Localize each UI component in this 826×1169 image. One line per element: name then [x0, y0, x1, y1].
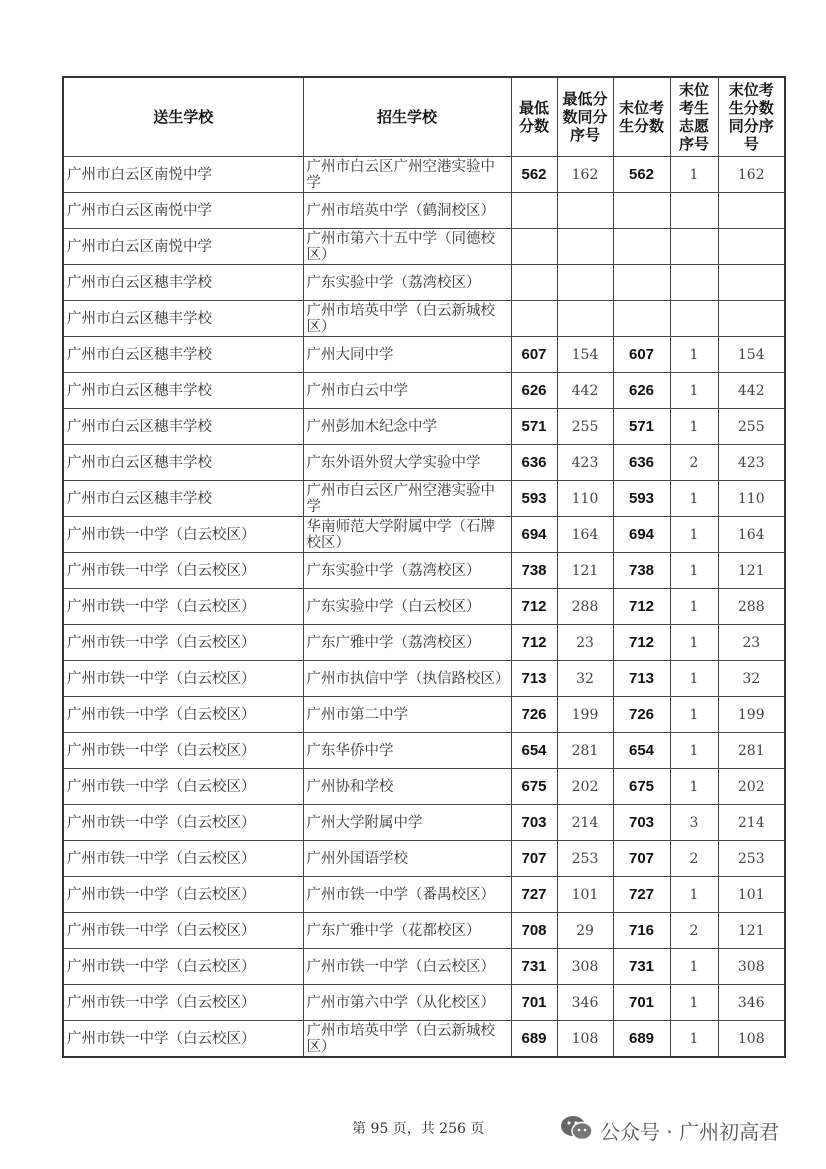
cell-sending-school: 广州市白云区南悦中学 — [63, 193, 303, 229]
cell-last-score-rank — [718, 229, 785, 265]
cell-receiving-school: 广州市培英中学（白云新城校区） — [303, 1021, 511, 1058]
cell-sending-school: 广州市白云区穗丰学校 — [63, 409, 303, 445]
cell-receiving-school: 广东外语外贸大学实验中学 — [303, 445, 511, 481]
cell-min-score-rank: 164 — [557, 517, 613, 553]
cell-last-score: 626 — [613, 373, 670, 409]
cell-last-choice-no: 1 — [670, 157, 718, 193]
cell-min-score: 712 — [511, 589, 557, 625]
cell-min-score: 713 — [511, 661, 557, 697]
cell-last-choice-no: 2 — [670, 445, 718, 481]
header-last-score: 末位考生分数 — [613, 77, 670, 157]
cell-receiving-school: 广州市第六中学（从化校区） — [303, 985, 511, 1021]
cell-sending-school: 广州市白云区南悦中学 — [63, 229, 303, 265]
wechat-icon — [560, 1115, 594, 1146]
cell-last-choice-no: 1 — [670, 589, 718, 625]
cell-last-score: 654 — [613, 733, 670, 769]
cell-min-score-rank: 23 — [557, 625, 613, 661]
cell-sending-school: 广州市铁一中学（白云校区） — [63, 1021, 303, 1058]
cell-receiving-school: 广东广雅中学（荔湾校区） — [303, 625, 511, 661]
cell-min-score-rank: 253 — [557, 841, 613, 877]
cell-receiving-school: 广州市第二中学 — [303, 697, 511, 733]
cell-last-score: 716 — [613, 913, 670, 949]
cell-last-score — [613, 229, 670, 265]
cell-last-choice-no — [670, 193, 718, 229]
cell-sending-school: 广州市铁一中学（白云校区） — [63, 841, 303, 877]
header-receiving-school: 招生学校 — [303, 77, 511, 157]
cell-last-choice-no: 1 — [670, 625, 718, 661]
cell-receiving-school: 广州协和学校 — [303, 769, 511, 805]
watermark — [560, 1115, 779, 1146]
cell-receiving-school: 广东实验中学（荔湾校区） — [303, 265, 511, 301]
cell-last-score: 636 — [613, 445, 670, 481]
cell-sending-school: 广州市铁一中学（白云校区） — [63, 517, 303, 553]
cell-sending-school: 广州市铁一中学（白云校区） — [63, 769, 303, 805]
table-row — [63, 517, 785, 553]
cell-min-score-rank: 32 — [557, 661, 613, 697]
cell-last-score-rank: 202 — [718, 769, 785, 805]
cell-min-score-rank: 346 — [557, 985, 613, 1021]
cell-min-score-rank: 101 — [557, 877, 613, 913]
header-last-choice-no: 末位考生志愿序号 — [670, 77, 718, 157]
cell-last-score-rank — [718, 193, 785, 229]
cell-last-score-rank — [718, 301, 785, 337]
table-row — [63, 589, 785, 625]
cell-receiving-school: 广东华侨中学 — [303, 733, 511, 769]
cell-last-score: 689 — [613, 1021, 670, 1058]
table-row — [63, 1021, 785, 1058]
cell-min-score-rank: 162 — [557, 157, 613, 193]
cell-receiving-school: 广州大学附属中学 — [303, 805, 511, 841]
cell-last-choice-no: 1 — [670, 517, 718, 553]
cell-last-choice-no — [670, 265, 718, 301]
cell-receiving-school: 广州市铁一中学（番禺校区） — [303, 877, 511, 913]
cell-receiving-school: 广州市白云中学 — [303, 373, 511, 409]
cell-min-score-rank: 202 — [557, 769, 613, 805]
cell-last-choice-no: 2 — [670, 841, 718, 877]
cell-min-score-rank: 214 — [557, 805, 613, 841]
cell-min-score-rank: 110 — [557, 481, 613, 517]
header-min-score-rank: 最低分数同分序号 — [557, 77, 613, 157]
cell-min-score — [511, 265, 557, 301]
cell-sending-school: 广州市铁一中学（白云校区） — [63, 913, 303, 949]
cell-last-choice-no: 1 — [670, 985, 718, 1021]
cell-last-score: 727 — [613, 877, 670, 913]
cell-last-score: 593 — [613, 481, 670, 517]
page-number: 第 95 页，共 256 页 — [352, 1121, 485, 1137]
cell-min-score-rank: 154 — [557, 337, 613, 373]
table-row — [63, 337, 785, 373]
cell-receiving-school: 广州市执信中学（执信路校区） — [303, 661, 511, 697]
cell-receiving-school: 华南师范大学附属中学（石牌校区） — [303, 517, 511, 553]
cell-last-score-rank: 101 — [718, 877, 785, 913]
cell-last-choice-no: 1 — [670, 949, 718, 985]
table-row — [63, 913, 785, 949]
table-row — [63, 301, 785, 337]
cell-last-choice-no: 1 — [670, 769, 718, 805]
cell-last-choice-no: 1 — [670, 337, 718, 373]
cell-last-choice-no: 1 — [670, 481, 718, 517]
cell-min-score — [511, 301, 557, 337]
cell-last-score-rank: 281 — [718, 733, 785, 769]
cell-last-choice-no: 1 — [670, 877, 718, 913]
cell-last-choice-no: 1 — [670, 1021, 718, 1058]
cell-sending-school: 广州市铁一中学（白云校区） — [63, 733, 303, 769]
cell-last-score: 675 — [613, 769, 670, 805]
table-row — [63, 625, 785, 661]
table-row — [63, 697, 785, 733]
cell-last-score-rank: 308 — [718, 949, 785, 985]
cell-min-score-rank: 255 — [557, 409, 613, 445]
cell-last-score-rank: 346 — [718, 985, 785, 1021]
cell-last-score: 701 — [613, 985, 670, 1021]
cell-receiving-school: 广州市白云区广州空港实验中学 — [303, 157, 511, 193]
cell-last-score-rank: 23 — [718, 625, 785, 661]
cell-last-score-rank: 423 — [718, 445, 785, 481]
cell-last-score: 607 — [613, 337, 670, 373]
cell-sending-school: 广州市铁一中学（白云校区） — [63, 661, 303, 697]
cell-last-score-rank: 121 — [718, 553, 785, 589]
cell-receiving-school: 广州市培英中学（鹤洞校区） — [303, 193, 511, 229]
cell-sending-school: 广州市铁一中学（白云校区） — [63, 589, 303, 625]
cell-last-score — [613, 301, 670, 337]
cell-sending-school: 广州市白云区穗丰学校 — [63, 481, 303, 517]
cell-last-score: 694 — [613, 517, 670, 553]
cell-min-score-rank: 108 — [557, 1021, 613, 1058]
cell-min-score-rank — [557, 229, 613, 265]
cell-min-score-rank — [557, 301, 613, 337]
cell-min-score: 712 — [511, 625, 557, 661]
cell-last-score: 703 — [613, 805, 670, 841]
cell-min-score: 562 — [511, 157, 557, 193]
cell-last-score-rank: 288 — [718, 589, 785, 625]
cell-min-score — [511, 193, 557, 229]
cell-last-score-rank: 199 — [718, 697, 785, 733]
cell-sending-school: 广州市铁一中学（白云校区） — [63, 877, 303, 913]
cell-min-score: 654 — [511, 733, 557, 769]
cell-sending-school: 广州市白云区穗丰学校 — [63, 265, 303, 301]
cell-last-score-rank: 154 — [718, 337, 785, 373]
cell-sending-school: 广州市铁一中学（白云校区） — [63, 985, 303, 1021]
cell-min-score: 607 — [511, 337, 557, 373]
cell-last-score-rank: 108 — [718, 1021, 785, 1058]
cell-last-score-rank: 164 — [718, 517, 785, 553]
cell-sending-school: 广州市铁一中学（白云校区） — [63, 553, 303, 589]
cell-min-score: 726 — [511, 697, 557, 733]
cell-last-choice-no: 1 — [670, 733, 718, 769]
cell-min-score-rank: 199 — [557, 697, 613, 733]
cell-last-score: 571 — [613, 409, 670, 445]
header-sending-school: 送生学校 — [63, 77, 303, 157]
cell-sending-school: 广州市铁一中学（白云校区） — [63, 697, 303, 733]
cell-last-score-rank — [718, 265, 785, 301]
cell-last-choice-no — [670, 229, 718, 265]
cell-last-score-rank: 32 — [718, 661, 785, 697]
table-row — [63, 769, 785, 805]
cell-last-choice-no: 1 — [670, 373, 718, 409]
cell-receiving-school: 广州大同中学 — [303, 337, 511, 373]
header-min-score: 最低分数 — [511, 77, 557, 157]
cell-receiving-school: 广州市白云区广州空港实验中学 — [303, 481, 511, 517]
cell-receiving-school: 广州彭加木纪念中学 — [303, 409, 511, 445]
admission-table — [62, 76, 786, 1058]
cell-last-score-rank: 162 — [718, 157, 785, 193]
cell-receiving-school: 广州市铁一中学（白云校区） — [303, 949, 511, 985]
cell-sending-school: 广州市白云区穗丰学校 — [63, 337, 303, 373]
cell-last-score — [613, 193, 670, 229]
cell-receiving-school: 广东实验中学（白云校区） — [303, 589, 511, 625]
cell-sending-school: 广州市白云区穗丰学校 — [63, 445, 303, 481]
cell-last-score: 712 — [613, 589, 670, 625]
cell-last-choice-no: 1 — [670, 409, 718, 445]
cell-last-score: 713 — [613, 661, 670, 697]
watermark-text: 公众号 · 广州初高君 — [600, 1120, 780, 1144]
cell-min-score-rank: 121 — [557, 553, 613, 589]
cell-last-score-rank: 121 — [718, 913, 785, 949]
cell-min-score-rank — [557, 193, 613, 229]
table-row — [63, 805, 785, 841]
cell-last-choice-no — [670, 301, 718, 337]
cell-min-score-rank: 442 — [557, 373, 613, 409]
cell-last-score-rank: 255 — [718, 409, 785, 445]
table-header-row — [63, 77, 785, 157]
table-row — [63, 193, 785, 229]
cell-last-score-rank: 110 — [718, 481, 785, 517]
table-row — [63, 877, 785, 913]
cell-min-score: 636 — [511, 445, 557, 481]
cell-last-score-rank: 253 — [718, 841, 785, 877]
cell-sending-school: 广州市铁一中学（白云校区） — [63, 625, 303, 661]
header-last-score-rank: 末位考生分数同分序号 — [718, 77, 785, 157]
cell-receiving-school: 广州外国语学校 — [303, 841, 511, 877]
cell-last-score: 712 — [613, 625, 670, 661]
cell-min-score: 727 — [511, 877, 557, 913]
cell-min-score-rank: 288 — [557, 589, 613, 625]
table-row — [63, 661, 785, 697]
cell-min-score-rank: 29 — [557, 913, 613, 949]
cell-last-score: 562 — [613, 157, 670, 193]
cell-min-score-rank: 423 — [557, 445, 613, 481]
cell-min-score: 689 — [511, 1021, 557, 1058]
cell-min-score: 593 — [511, 481, 557, 517]
table-row — [63, 733, 785, 769]
cell-min-score: 675 — [511, 769, 557, 805]
cell-min-score: 708 — [511, 913, 557, 949]
cell-sending-school: 广州市铁一中学（白云校区） — [63, 805, 303, 841]
cell-receiving-school: 广东实验中学（荔湾校区） — [303, 553, 511, 589]
table-row — [63, 157, 785, 193]
cell-last-score-rank: 214 — [718, 805, 785, 841]
table-row — [63, 445, 785, 481]
cell-sending-school: 广州市白云区穗丰学校 — [63, 373, 303, 409]
cell-last-score: 738 — [613, 553, 670, 589]
cell-min-score: 731 — [511, 949, 557, 985]
cell-last-choice-no: 3 — [670, 805, 718, 841]
cell-min-score: 626 — [511, 373, 557, 409]
cell-min-score: 707 — [511, 841, 557, 877]
cell-min-score-rank: 308 — [557, 949, 613, 985]
cell-last-score — [613, 265, 670, 301]
cell-last-score: 726 — [613, 697, 670, 733]
table-row — [63, 949, 785, 985]
cell-receiving-school: 广东广雅中学（花都校区） — [303, 913, 511, 949]
cell-last-choice-no: 2 — [670, 913, 718, 949]
table-row — [63, 409, 785, 445]
cell-min-score: 694 — [511, 517, 557, 553]
cell-last-choice-no: 1 — [670, 553, 718, 589]
table-row — [63, 841, 785, 877]
cell-min-score: 703 — [511, 805, 557, 841]
cell-min-score: 738 — [511, 553, 557, 589]
cell-min-score-rank — [557, 265, 613, 301]
cell-last-choice-no: 1 — [670, 697, 718, 733]
cell-last-score: 707 — [613, 841, 670, 877]
cell-receiving-school: 广州市第六十五中学（同德校区） — [303, 229, 511, 265]
cell-min-score — [511, 229, 557, 265]
table-row — [63, 481, 785, 517]
table-row — [63, 265, 785, 301]
table-row — [63, 229, 785, 265]
cell-last-score: 731 — [613, 949, 670, 985]
cell-min-score-rank: 281 — [557, 733, 613, 769]
cell-min-score: 701 — [511, 985, 557, 1021]
cell-receiving-school: 广州市培英中学（白云新城校区） — [303, 301, 511, 337]
cell-sending-school: 广州市白云区穗丰学校 — [63, 301, 303, 337]
cell-sending-school: 广州市铁一中学（白云校区） — [63, 949, 303, 985]
table-row — [63, 985, 785, 1021]
cell-sending-school: 广州市白云区南悦中学 — [63, 157, 303, 193]
cell-last-score-rank: 442 — [718, 373, 785, 409]
cell-min-score: 571 — [511, 409, 557, 445]
table-row — [63, 373, 785, 409]
cell-last-choice-no: 1 — [670, 661, 718, 697]
table-row — [63, 553, 785, 589]
